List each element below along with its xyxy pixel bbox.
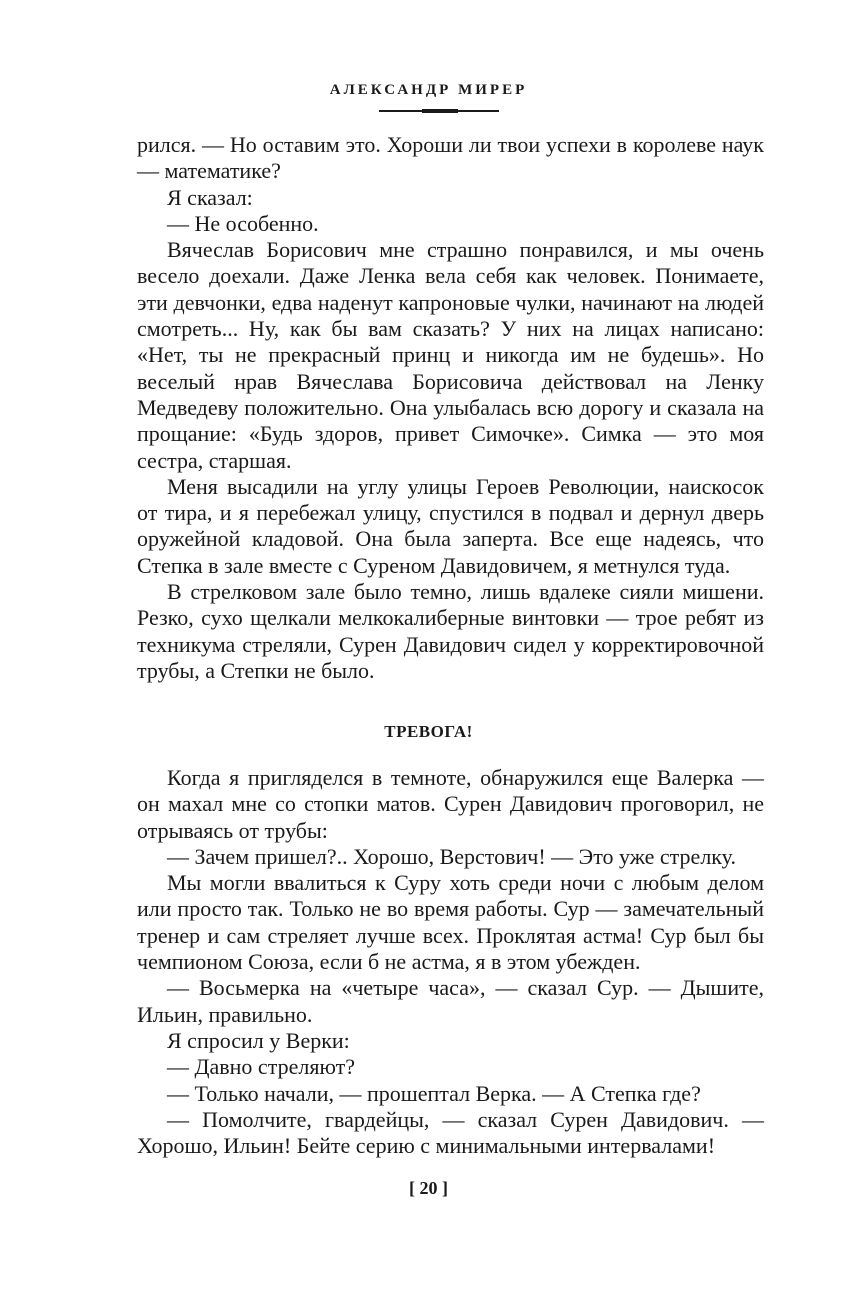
paragraph: Я спросил у Верки: — [167, 1027, 350, 1053]
text-block-bottom — [137, 765, 764, 1159]
paragraph: Когда я пригляделся в темноте, обнаружился еще Валерка — он махал мне со стопки матов. Сурен Давидович проговорил, не отрываясь от трубы: — [137, 765, 764, 843]
page-number: [ 20 ] — [409, 1178, 448, 1198]
header-rule-accent — [422, 109, 458, 113]
paragraph: — Не особенно. — [167, 210, 319, 236]
paragraph: рился. — Но оставим это. Хороши ли твои успехи в королеве наук — математике? — [137, 132, 764, 184]
paragraph: — Давно стреляют? — [167, 1054, 355, 1080]
running-head-author: АЛЕКСАНДР МИРЕР — [329, 82, 528, 98]
paragraph: — Зачем пришел?.. Хорошо, Верстович! — Это уже стрелку. — [167, 843, 736, 869]
paragraph: Я сказал: — [167, 184, 253, 210]
chapter-heading: ТРЕВОГА! — [384, 722, 473, 741]
paragraph: Мы могли ввалиться к Суру хоть среди ночи с любым делом или просто так. Только не во время работы. Сур — замечательный тренер и сам стреляет лучше всех. Проклятая астма! Сур был бы чемпионом Союза, если б не астма, я в этом убежден. — [137, 870, 764, 975]
paragraph: — Помолчите, гвардейцы, — сказал Сурен Давидович. — Хорошо, Ильин! Бейте серию с минимальными интервалами! — [137, 1106, 764, 1159]
text-block-top — [137, 132, 764, 684]
paragraph: — Только начали, — прошептал Верка. — А Степка где? — [167, 1080, 701, 1106]
paragraph: Вячеслав Борисович мне страшно понравился, и мы очень весело доехали. Даже Ленка вела себя как человек. Понимаете, эти девчонки, едва наденут капроновые чулки, начинают на людей смотреть... Ну, как бы вам сказать? У них на лицах написано: «Нет, ты не прекрасный принц и никогда им не будешь». Но веселый нрав Вячеслава Борисовича действовал на Ленку Медведеву положительно. Она улыбалась всю дорогу и сказала на прощание: «Будь здоров, привет Симочке». Симка — это моя сестра, старшая. — [137, 237, 764, 473]
paragraph: В стрелковом зале было темно, лишь вдалеке сияли мишени. Резко, сухо щелкали мелкокалиберные винтовки — трое ребят из техникума стреляли, Сурен Давидович сидел у корректировочной трубы, а Степки не было. — [137, 579, 764, 683]
paragraph: Меня высадили на углу улицы Героев Революции, наискосок от тира, и я перебежал улицу, спустился в подвал и дернул дверь оружейной кладовой. Она была заперта. Все еще надеясь, что Степка в зале вместе с Суреном Давидовичем, я метнулся туда. — [137, 473, 764, 578]
paragraph: — Восьмерка на «четыре часа», — сказал Сур. — Дышите, Ильин, правильно. — [137, 975, 764, 1027]
